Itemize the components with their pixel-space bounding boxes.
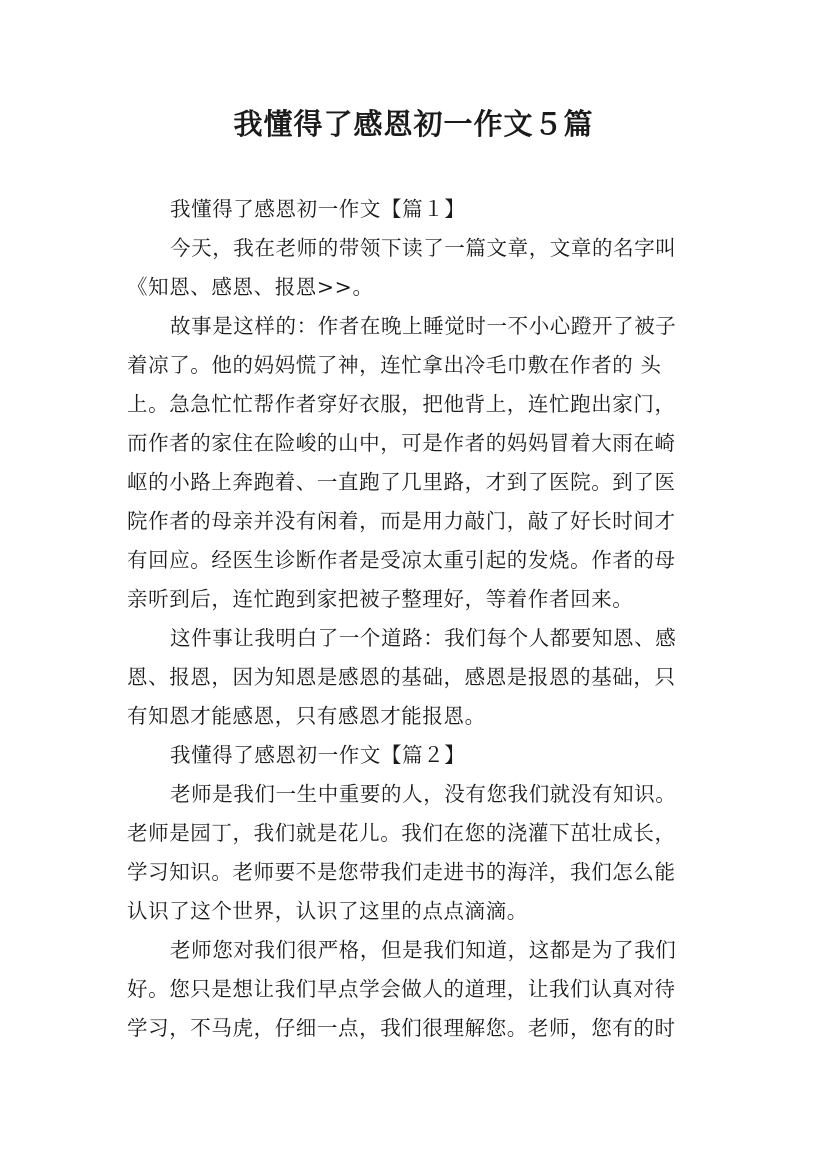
text-line: 有回应。经医生诊断作者是受凉太重引起的发烧。作者的母 <box>127 548 676 572</box>
text-line: 着凉了。他的妈妈慌了神，连忙拿出冷毛巾敷在作者的 头 <box>127 353 662 377</box>
text-line: 我懂得了感恩初一作文【篇１】 <box>170 197 466 221</box>
text-line: 老师是园丁，我们就是花儿。我们在您的浇灌下茁壮成长， <box>127 821 676 845</box>
document-body <box>127 190 707 1048</box>
text-line: 《知恩、感恩、报恩>>。 <box>127 275 374 299</box>
text-line: 恩、报恩，因为知恩是感恩的基础，感恩是报恩的基础，只 <box>127 665 676 689</box>
document-title: 我懂得了感恩初一作文５篇 <box>233 107 594 141</box>
text-line: 我懂得了感恩初一作文【篇２】 <box>170 743 466 767</box>
text-line: 院作者的母亲并没有闲着，而是用力敲门，敲了好长时间才 <box>127 509 676 533</box>
text-line: 岖的小路上奔跑着、一直跑了几里路，才到了医院。到了医 <box>127 470 676 494</box>
text-line: 上。急急忙忙帮作者穿好衣服，把他背上，连忙跑出家门， <box>127 392 676 416</box>
text-line: 故事是这样的：作者在晚上睡觉时一不小心蹬开了被子 <box>170 314 677 338</box>
text-line: 学习知识。老师要不是您带我们走进书的海洋，我们怎么能 <box>127 860 676 884</box>
text-line: 老师是我们一生中重要的人，没有您我们就没有知识。 <box>170 782 677 806</box>
text-line: 老师您对我们很严格，但是我们知道，这都是为了我们 <box>170 938 677 962</box>
text-line: 亲听到后，连忙跑到家把被子整理好，等着作者回来。 <box>127 587 634 611</box>
text-line: 有知恩才能感恩，只有感恩才能报恩。 <box>127 704 486 728</box>
text-line: 学习，不马虎，仔细一点，我们很理解您。老师，您有的时 <box>127 1016 676 1040</box>
text-line: 而作者的家住在险峻的山中，可是作者的妈妈冒着大雨在崎 <box>127 431 676 455</box>
text-line: 好。您只是想让我们早点学会做人的道理，让我们认真对待 <box>127 977 676 1001</box>
text-line: 今天，我在老师的带领下读了一篇文章，文章的名字叫 <box>170 236 677 260</box>
text-line: 这件事让我明白了一个道路：我们每个人都要知恩、感 <box>170 626 677 650</box>
text-line: 认识了这个世界，认识了这里的点点滴滴。 <box>127 899 528 923</box>
